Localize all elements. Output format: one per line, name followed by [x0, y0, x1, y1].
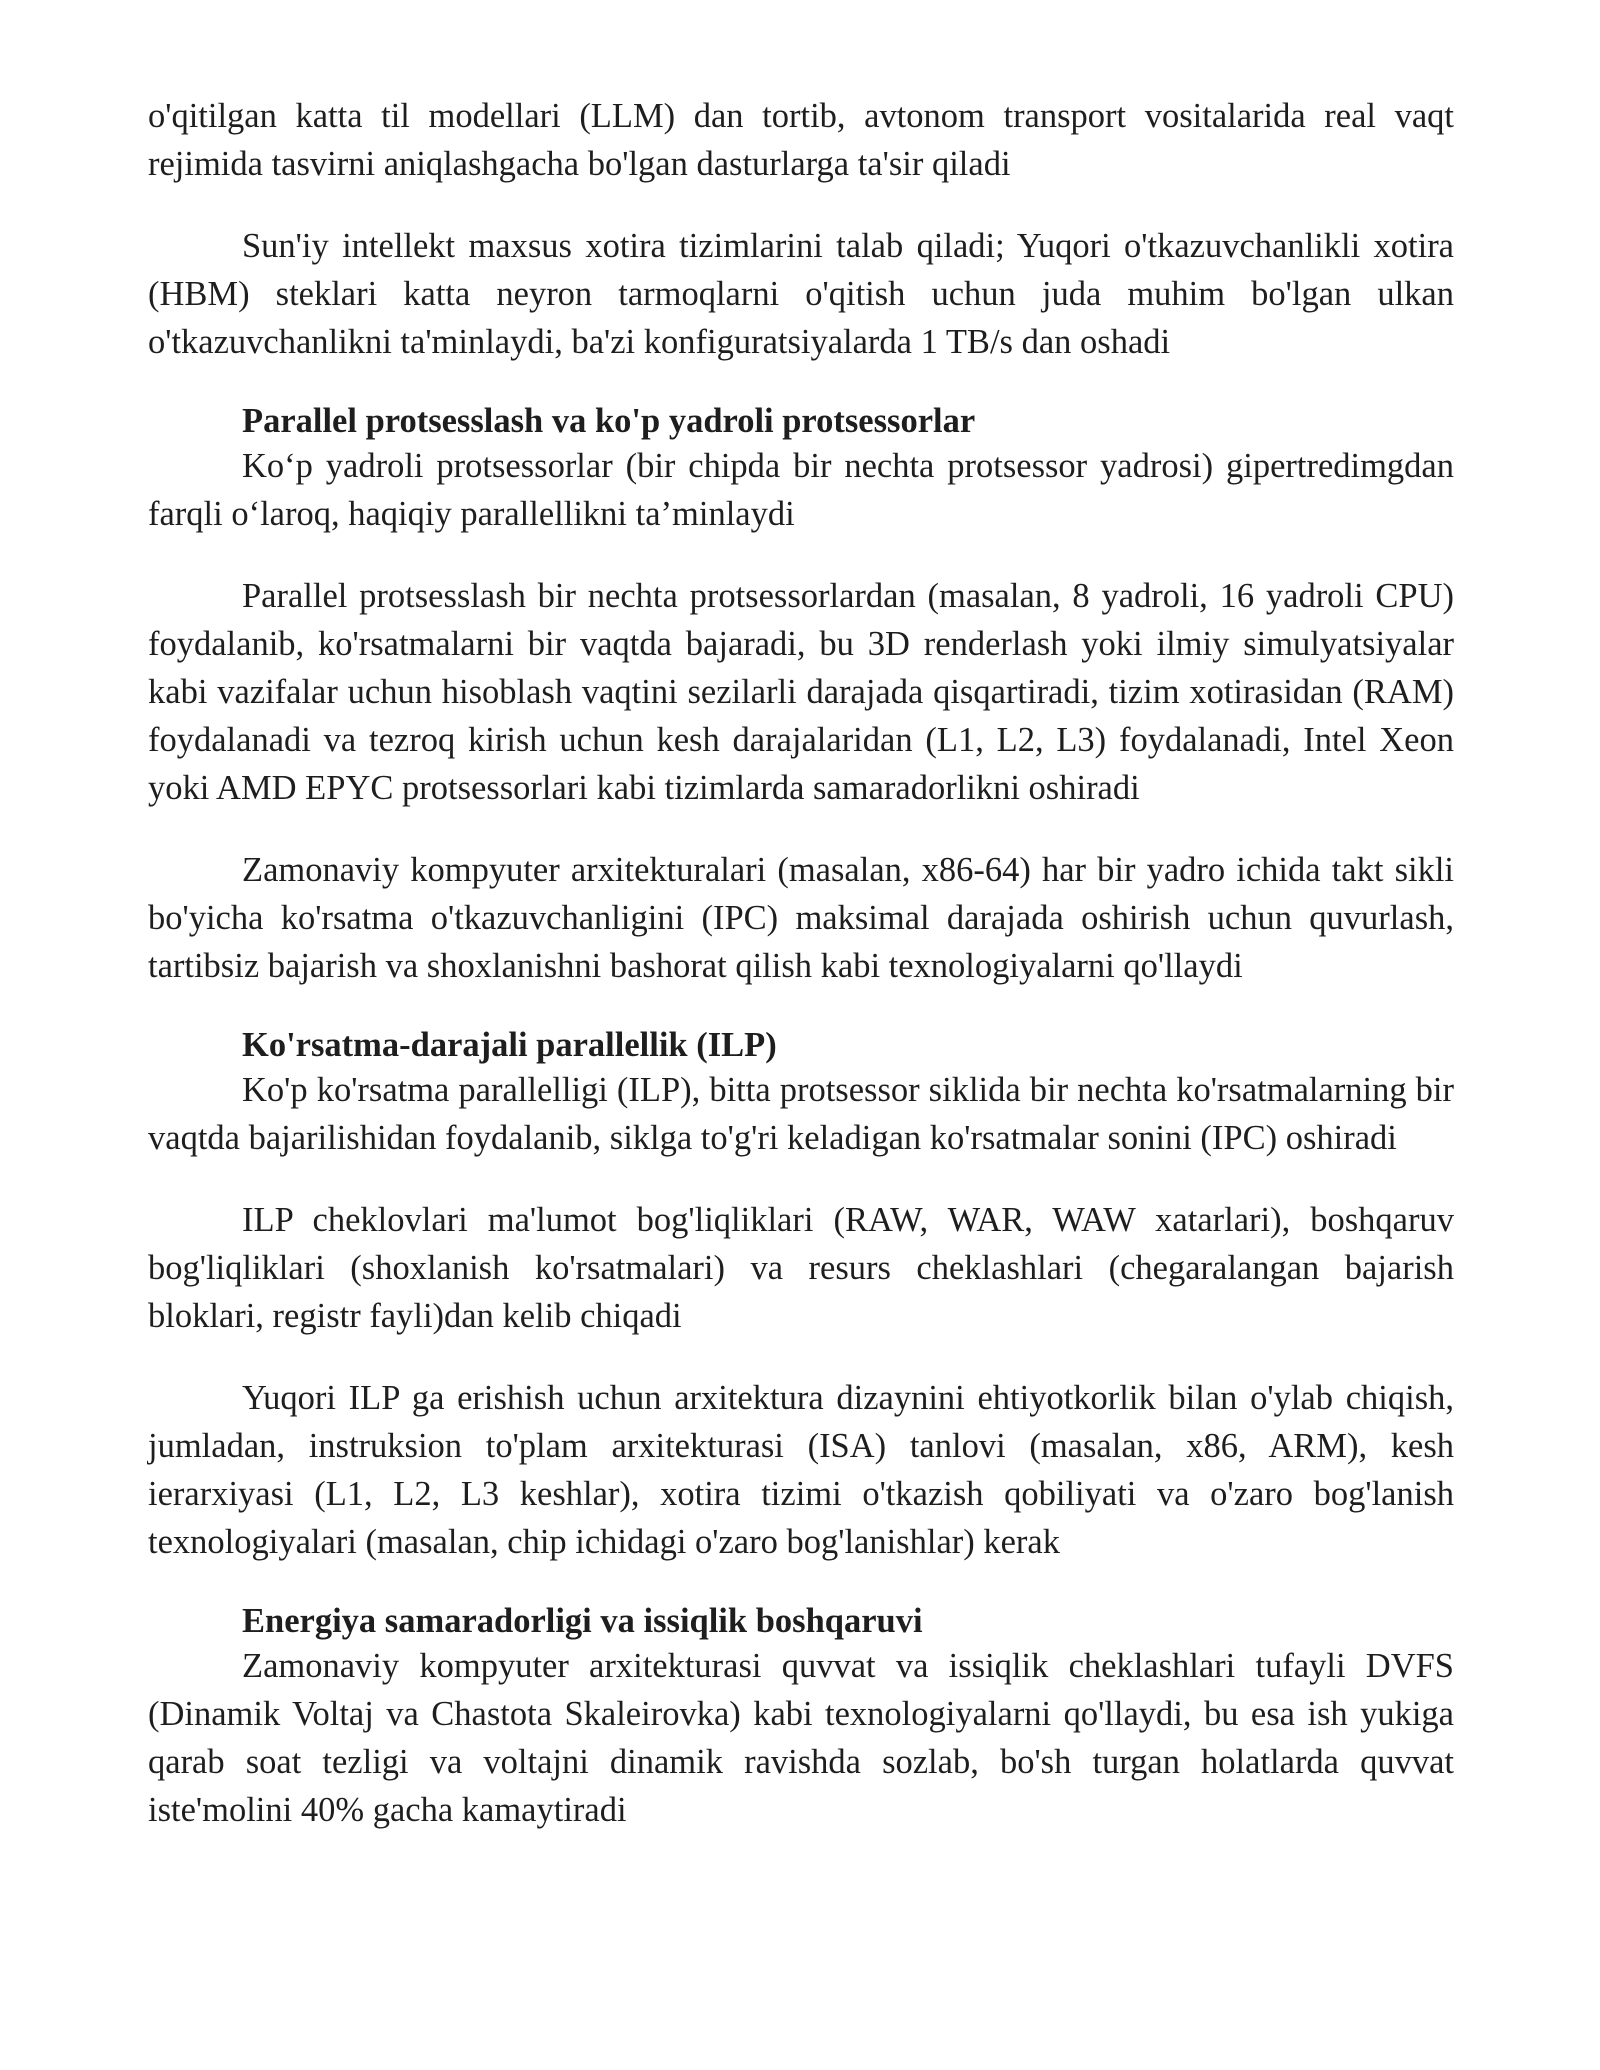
paragraph-ilp-design: Yuqori ILP ga erishish uchun arxitektura dizaynini ehtiyotkorlik bilan o'ylab chiqish, jumladan, instruksion to'plam arxitekturasi (ISA) tanlovi (masalan, x86, ARM), kesh ierarxiyasi (L1, L2, L3 keshlar), xotira tizimi o'tkazish qobiliyati va o'zaro bog'lanish texnologiyalari (masalan, chip ichidagi o'zaro bog'lanishlar) kerak: [148, 1379, 1454, 1561]
paragraph-ilp-limits: ILP cheklovlari ma'lumot bog'liqliklari (RAW, WAR, WAW xatarlari), boshqaruv bog'liqliklari (shoxlanish ko'rsatmalari) va resurs cheklashlari (chegaralangan bajarish bloklari, registr fayli)dan kelib chiqadi: [148, 1201, 1454, 1335]
paragraph-multicore: Ko‘p yadroli protsessorlar (bir chipda bir nechta protsessor yadrosi) gipertredimgdan farqli o‘laroq, haqiqiy parallellikni ta’minlaydi: [148, 447, 1454, 533]
section-heading-parallel-processing: Parallel protsesslash va ko'p yadroli protsessorlar: [242, 402, 976, 440]
paragraph-ilp-intro: Ko'p ko'rsatma parallelligi (ILP), bitta protsessor siklida bir nechta ko'rsatmalarning bir vaqtda bajarilishidan foydalanib, siklga to'g'ri keladigan ko'rsatmalar sonini (IPC) oshiradi: [148, 1071, 1454, 1157]
paragraph-parallel-processing: Parallel protsesslash bir nechta protsessorlardan (masalan, 8 yadroli, 16 yadroli CPU) foydalanib, ko'rsatmalarni bir vaqtda bajaradi, bu 3D renderlash yoki ilmiy simulyatsiyalar kabi vazifalar uchun hisoblash vaqtini sezilarli darajada qisqartiradi, tizim xotirasidan (RAM) foydalanadi va tezroq kirish uchun kesh darajalaridan (L1, L2, L3) foydalanadi, Intel Xeon yoki AMD EPYC protsessorlari kabi tizimlarda samaradorlikni oshiradi: [148, 577, 1454, 807]
paragraph-hbm-memory: Sun'iy intellekt maxsus xotira tizimlarini talab qiladi; Yuqori o'tkazuvchanlikli xotira (HBM) steklari katta neyron tarmoqlarni o'qitish uchun juda muhim bo'lgan ulkan o'tkazuvchanlikni ta'minlaydi, ba'zi konfiguratsiyalarda 1 TB/s dan oshadi: [148, 227, 1454, 361]
paragraph-modern-architectures: Zamonaviy kompyuter arxitekturalari (masalan, x86-64) har bir yadro ichida takt sikli bo'yicha ko'rsatma o'tkazuvchanligini (IPC) maksimal darajada oshirish uchun quvurlash, tartibsiz bajarish va shoxlanishni bashorat qilish kabi texnologiyalarni qo'llaydi: [148, 851, 1454, 985]
paragraph-llm-continuation: o'qitilgan katta til modellari (LLM) dan tortib, avtonom transport vositalarida real vaqt rejimida tasvirni aniqlashgacha bo'lgan dasturlarga ta'sir qiladi: [148, 97, 1454, 183]
section-heading-ilp: Ko'rsatma-darajali parallellik (ILP): [242, 1026, 777, 1064]
section-heading-energy: Energiya samaradorligi va issiqlik boshqaruvi: [242, 1602, 923, 1640]
document-page: [148, 92, 1454, 1868]
paragraph-dvfs: Zamonaviy kompyuter arxitekturasi quvvat va issiqlik cheklashlari tufayli DVFS (Dinamik Voltaj va Chastota Skaleirovka) kabi texnologiyalarni qo'llaydi, bu esa ish yukiga qarab soat tezligi va voltajni dinamik ravishda sozlab, bo'sh turgan holatlarda quvvat iste'molini 40% gacha kamaytiradi: [148, 1647, 1454, 1829]
